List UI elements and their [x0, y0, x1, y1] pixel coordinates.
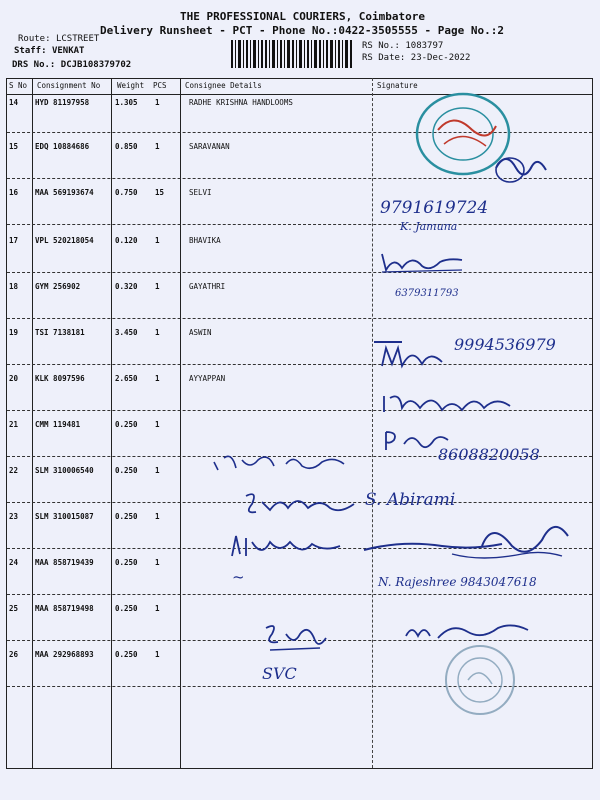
row-consignee: AYYAPPAN [189, 374, 226, 383]
row-separator [7, 318, 592, 319]
row-consignment: SLM 310015087 [35, 512, 94, 521]
staff-line [14, 46, 84, 56]
header-weight: Weight [117, 81, 145, 90]
row16-name: K. Jamuna [400, 220, 458, 233]
row-pcs: 1 [155, 650, 160, 659]
signature-row25-left-image [260, 620, 330, 654]
row-weight: 0.320 [115, 282, 138, 291]
signature-row17-image [378, 248, 468, 276]
row-sno: 14 [9, 98, 19, 107]
signature-row24-right-image [362, 510, 574, 570]
row-pcs: 1 [155, 282, 160, 291]
row-sno: 21 [9, 420, 19, 429]
row-sno: 26 [9, 650, 19, 659]
header-pcs: PCS [153, 81, 167, 90]
row16-phone: 9791619724 [380, 198, 489, 218]
drs-label: DRS No.: [12, 60, 56, 70]
row-sno: 22 [9, 466, 19, 475]
row-consignee: GAYATHRI [189, 282, 226, 291]
row26-text: SVC [262, 664, 297, 683]
row-sno: 20 [9, 374, 19, 383]
row-consignment: MAA 292968893 [35, 650, 94, 659]
header-consignment: Consignment No [37, 81, 101, 90]
rs-no-value: 1083797 [405, 41, 444, 51]
row19-phone: 9994536979 [454, 335, 556, 354]
row-sno: 18 [9, 282, 19, 291]
row-weight: 3.450 [115, 328, 138, 337]
row-consignee: ASWIN [189, 328, 212, 337]
row-consignment: TSI 7138181 [35, 328, 85, 337]
row-consignee: SELVI [189, 188, 212, 197]
rs-no-label: RS No.: [362, 41, 400, 51]
signature-row25-right-image [402, 618, 532, 642]
runsheet-subtitle: Delivery Runsheet - PCT - Phone No.:0422-3505555 - Page No.:2 [100, 24, 504, 37]
row-pcs: 1 [155, 374, 160, 383]
row23-name: S. Abirami [365, 490, 456, 510]
row-pcs: 15 [155, 188, 165, 197]
row21-phone: 8608820058 [438, 445, 540, 464]
row-separator [7, 594, 592, 595]
row-sno: 16 [9, 188, 19, 197]
row-consignment: GYM 256902 [35, 282, 81, 291]
signature-row23-image [240, 488, 360, 518]
row24-signature-glyph: ~ [232, 568, 245, 586]
rs-no-line [362, 41, 443, 51]
row-consignment: MAA 858719439 [35, 558, 94, 567]
row-weight: 0.750 [115, 188, 138, 197]
signature-row22-image [210, 450, 350, 474]
route-line [18, 34, 99, 44]
row24-signature-text [232, 568, 245, 586]
header-sno: S No [9, 81, 28, 90]
row-consignee: SARAVANAN [189, 142, 230, 151]
row-weight: 0.120 [115, 236, 138, 245]
row-consignment: EDQ 10884686 [35, 142, 90, 151]
row-weight: 0.250 [115, 466, 138, 475]
row-sno: 19 [9, 328, 19, 337]
row-consignment: MAA 858719498 [35, 604, 94, 613]
row-pcs: 1 [155, 142, 160, 151]
row-consignment: VPL 520218054 [35, 236, 94, 245]
signature-row19-image [372, 336, 452, 372]
rs-date-value: 23-Dec-2022 [410, 53, 471, 63]
row-consignment: KLK 8097596 [35, 374, 85, 383]
row-pcs: 1 [155, 420, 160, 429]
row-pcs: 1 [155, 328, 160, 337]
route-label: Route: [18, 34, 51, 44]
row-pcs: 1 [155, 558, 160, 567]
row-pcs: 1 [155, 512, 160, 521]
row-pcs: 1 [155, 236, 160, 245]
row18-phone: 6379311793 [395, 288, 459, 299]
row-sno: 25 [9, 604, 19, 613]
row-separator [7, 272, 592, 273]
row-sno: 23 [9, 512, 19, 521]
column-divider [111, 78, 112, 768]
row-consignment: HYD 81197958 [35, 98, 90, 107]
row-consignee: RADHE KRISHNA HANDLOOMS [189, 98, 293, 107]
row-weight: 0.250 [115, 650, 138, 659]
column-divider [180, 78, 181, 768]
delivery-stamp-image [440, 640, 520, 720]
row-weight: 0.250 [115, 558, 138, 567]
row-weight: 2.650 [115, 374, 138, 383]
row-weight: 1.305 [115, 98, 138, 107]
row-weight: 0.250 [115, 512, 138, 521]
row-pcs: 1 [155, 604, 160, 613]
barcode-image [230, 40, 354, 68]
rs-date-line [362, 53, 470, 63]
company-title: THE PROFESSIONAL COURIERS, Coimbatore [180, 10, 426, 23]
header-signature: Signature [377, 81, 418, 90]
row-consignment: MAA 569193674 [35, 188, 94, 197]
header-consignee: Consignee Details [185, 81, 262, 90]
drs-value: DCJB108379702 [60, 60, 132, 70]
row-separator [7, 224, 592, 225]
row-consignment: CMM 119481 [35, 420, 81, 429]
row-consignee: BHAVIKA [189, 236, 221, 245]
row-sno: 24 [9, 558, 19, 567]
signature-row15-image [486, 148, 556, 188]
row-sno: 15 [9, 142, 19, 151]
staff-value: VENKAT [51, 46, 85, 56]
column-divider [32, 78, 33, 768]
staff-label: Staff: [14, 46, 47, 56]
row-pcs: 1 [155, 466, 160, 475]
row-pcs: 1 [155, 98, 160, 107]
row-sno: 17 [9, 236, 19, 245]
row-separator [7, 364, 592, 365]
rs-date-label: RS Date: [362, 53, 406, 63]
column-divider [372, 78, 373, 768]
route-value: LCSTREET [55, 34, 100, 44]
row-consignment: SLM 310006540 [35, 466, 94, 475]
drs-line [12, 60, 131, 70]
row-weight: 0.250 [115, 604, 138, 613]
row-weight: 0.850 [115, 142, 138, 151]
row24-text: N. Rajeshree 9843047618 [378, 575, 537, 589]
row-weight: 0.250 [115, 420, 138, 429]
signature-row24-left-image [226, 530, 346, 560]
signature-row20-image [380, 388, 520, 418]
